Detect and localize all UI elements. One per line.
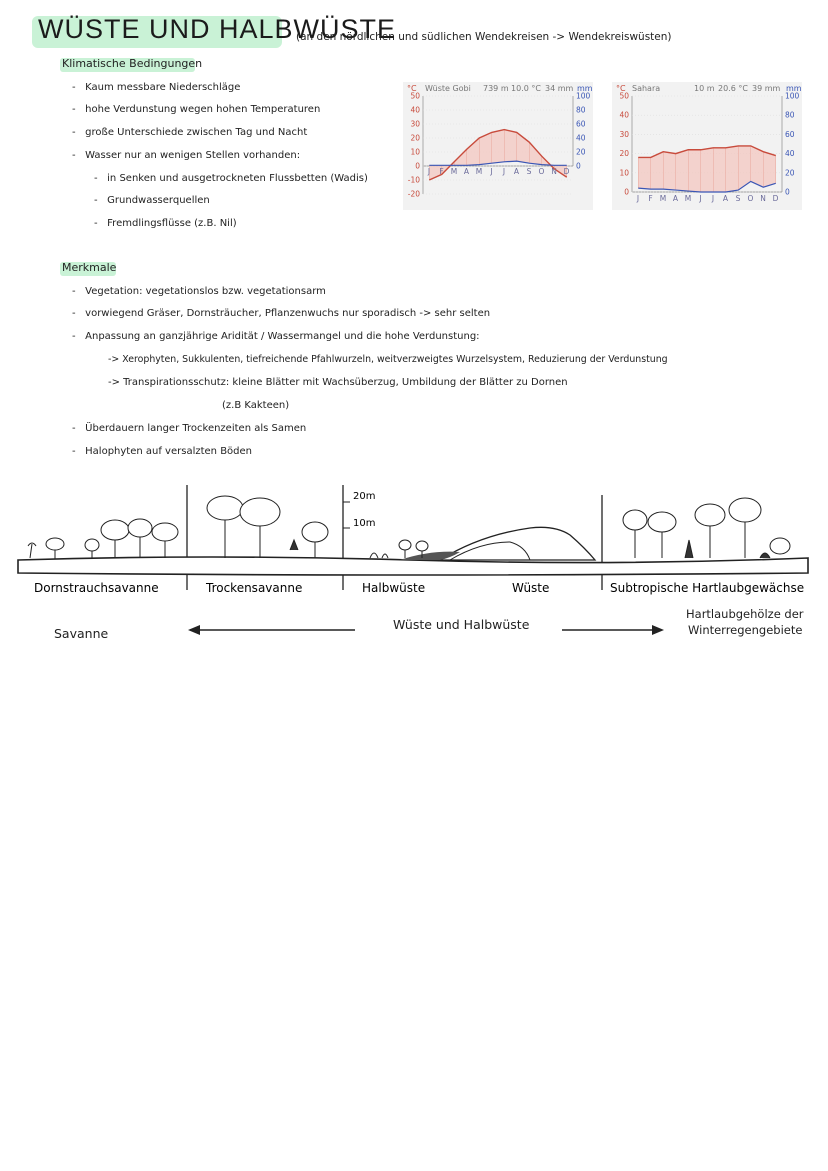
merkmale-arrow-item: -> Transpirationsschutz: kleine Blätter mit Wachsüberzug, Umbildung der Blätter zu Dornen — [108, 377, 568, 388]
climate-chart-gobi — [403, 82, 593, 210]
month-label: J — [699, 194, 703, 203]
scale-label-20: 20m — [353, 491, 376, 502]
month-label: N — [760, 194, 767, 203]
month-label: O — [747, 194, 754, 203]
center-label: Wüste und Halbwüste — [393, 617, 530, 632]
temp-unit: °C — [407, 84, 417, 93]
zone-label: Halbwüste — [362, 581, 426, 595]
klima-item: - große Unterschiede zwischen Tag und Nacht — [72, 127, 308, 138]
month-label: D — [563, 167, 570, 176]
climate-chart-gobi-svg — [403, 82, 593, 210]
scale-label-10: 10m — [353, 518, 376, 529]
page-title: WÜSTE UND HALBWÜSTE — [38, 14, 397, 44]
merkmale-item: - Halophyten auf versalzten Böden — [72, 446, 253, 457]
temp-tick-label: 50 — [410, 91, 420, 101]
temp-tick-label: 40 — [619, 110, 629, 120]
temp-tick-label: 0 — [415, 161, 420, 171]
month-label: D — [772, 194, 779, 203]
savanna-trees — [28, 519, 178, 559]
merkmale-item: - Anpassung an ganzjährige Aridität / Wassermangel und die hohe Verdunstung: — [72, 331, 480, 342]
chart-annual-precip: 34 mm — [545, 84, 574, 93]
precip-tick-label: 60 — [785, 129, 795, 139]
klima-subitem: - in Senken und ausgetrockneten Flussbetten (Wadis) — [94, 173, 368, 184]
klima-item: - Kaum messbare Niederschläge — [72, 82, 241, 93]
klima-heading: Klimatische Bedingungen — [62, 57, 203, 70]
klima-subitem: - Grundwasserquellen — [94, 195, 210, 206]
dry-savanna-trees — [207, 496, 328, 558]
month-label: A — [513, 167, 520, 176]
temp-tick-label: 40 — [410, 105, 420, 115]
chart-title: Wüste Gobi — [425, 84, 471, 93]
klima-subitem: - Fremdlingsflüsse (z.B. Nil) — [94, 218, 237, 229]
chart-annual-precip: 39 mm — [752, 84, 781, 93]
month-label: M — [659, 194, 667, 203]
month-label: O — [538, 167, 545, 176]
precip-tick-label: 0 — [785, 187, 790, 197]
temp-tick-label: 10 — [619, 168, 629, 178]
month-label: J — [636, 194, 640, 203]
month-label: F — [648, 194, 654, 203]
temp-tick-label: 30 — [619, 129, 629, 139]
precip-tick-label: 20 — [576, 147, 586, 157]
month-label: F — [439, 167, 445, 176]
month-label: J — [711, 194, 715, 203]
precip-tick-label: 0 — [576, 161, 581, 171]
temp-tick-label: 20 — [410, 133, 420, 143]
temp-tick-label: -10 — [407, 175, 420, 185]
month-label: M — [475, 167, 483, 176]
precip-tick-label: 60 — [576, 119, 586, 129]
precip-tick-label: 80 — [576, 105, 586, 115]
klima-item: - hohe Verdunstung wegen hohen Temperaturen — [72, 104, 321, 115]
temp-tick-label: 50 — [619, 91, 629, 101]
chart-mean-temp: 10.0 °C — [511, 84, 541, 93]
zone-label: Wüste — [512, 581, 550, 595]
temp-tick-label: 30 — [410, 119, 420, 129]
chart-mean-temp: 20.6 °C — [718, 84, 748, 93]
temp-tick-label: -20 — [407, 189, 420, 199]
temp-tick-label: 20 — [619, 149, 629, 159]
zone-label: Trockensavanne — [206, 581, 303, 595]
page-subtitle: (an den nördlichen und südlichen Wendekreisen -> Wendekreiswüsten) — [296, 31, 672, 43]
temp-tick-label: 10 — [410, 147, 420, 157]
merkmale-item: - Überdauern langer Trockenzeiten als Samen — [72, 423, 307, 434]
chart-title: Sahara — [632, 84, 661, 93]
precip-tick-label: 100 — [576, 91, 591, 101]
sclerophyll-trees — [623, 498, 790, 558]
arrow-left-head — [188, 625, 200, 635]
climate-chart-sahara-svg — [612, 82, 802, 210]
klima-item: - Wasser nur an wenigen Stellen vorhanden: — [72, 150, 301, 161]
precip-tick-label: 100 — [785, 91, 800, 101]
temp-unit: °C — [616, 84, 626, 93]
arid-area — [638, 146, 776, 192]
right-label-1: Hartlaubgehölze der — [686, 607, 804, 621]
month-label: A — [463, 167, 470, 176]
zone-label: Subtropische Hartlaubgewächse — [610, 581, 805, 595]
dune — [440, 527, 595, 560]
month-label: S — [735, 194, 741, 203]
precip-unit: mm — [786, 84, 802, 93]
precip-tick-label: 40 — [785, 149, 795, 159]
zone-label: Dornstrauchsavanne — [34, 581, 159, 595]
month-label: J — [502, 167, 506, 176]
month-label: A — [722, 194, 729, 203]
climate-chart-sahara — [612, 82, 802, 210]
right-label-2: Winterregengebiete — [688, 623, 803, 637]
month-label: J — [490, 167, 494, 176]
merkmale-heading: Merkmale — [62, 261, 117, 274]
merkmale-example: (z.B Kakteen) — [222, 400, 290, 411]
month-label: M — [450, 167, 458, 176]
month-label: M — [684, 194, 692, 203]
chart-elevation: 739 m — [483, 84, 509, 93]
arrow-right-head — [652, 625, 664, 635]
chart-elevation: 10 m — [694, 84, 715, 93]
precip-tick-label: 80 — [785, 110, 795, 120]
month-label: A — [672, 194, 679, 203]
merkmale-item: - vorwiegend Gräser, Dornsträucher, Pflanzenwuchs nur sporadisch -> sehr selten — [72, 308, 491, 319]
precip-tick-label: 40 — [576, 133, 586, 143]
precip-unit: mm — [577, 84, 593, 93]
savanne-label: Savanne — [54, 626, 109, 641]
month-label: N — [551, 167, 558, 176]
merkmale-item: - Vegetation: vegetationslos bzw. vegetationsarm — [72, 286, 326, 297]
precip-tick-label: 20 — [785, 168, 795, 178]
merkmale-arrow-item: -> Xerophyten, Sukkulenten, tiefreichende Pfahlwurzeln, weitverzweigtes Wurzelsystem, Reduzierung der Verdunstung — [108, 354, 668, 365]
month-label: S — [526, 167, 532, 176]
month-label: J — [427, 167, 431, 176]
temp-tick-label: 0 — [624, 187, 629, 197]
